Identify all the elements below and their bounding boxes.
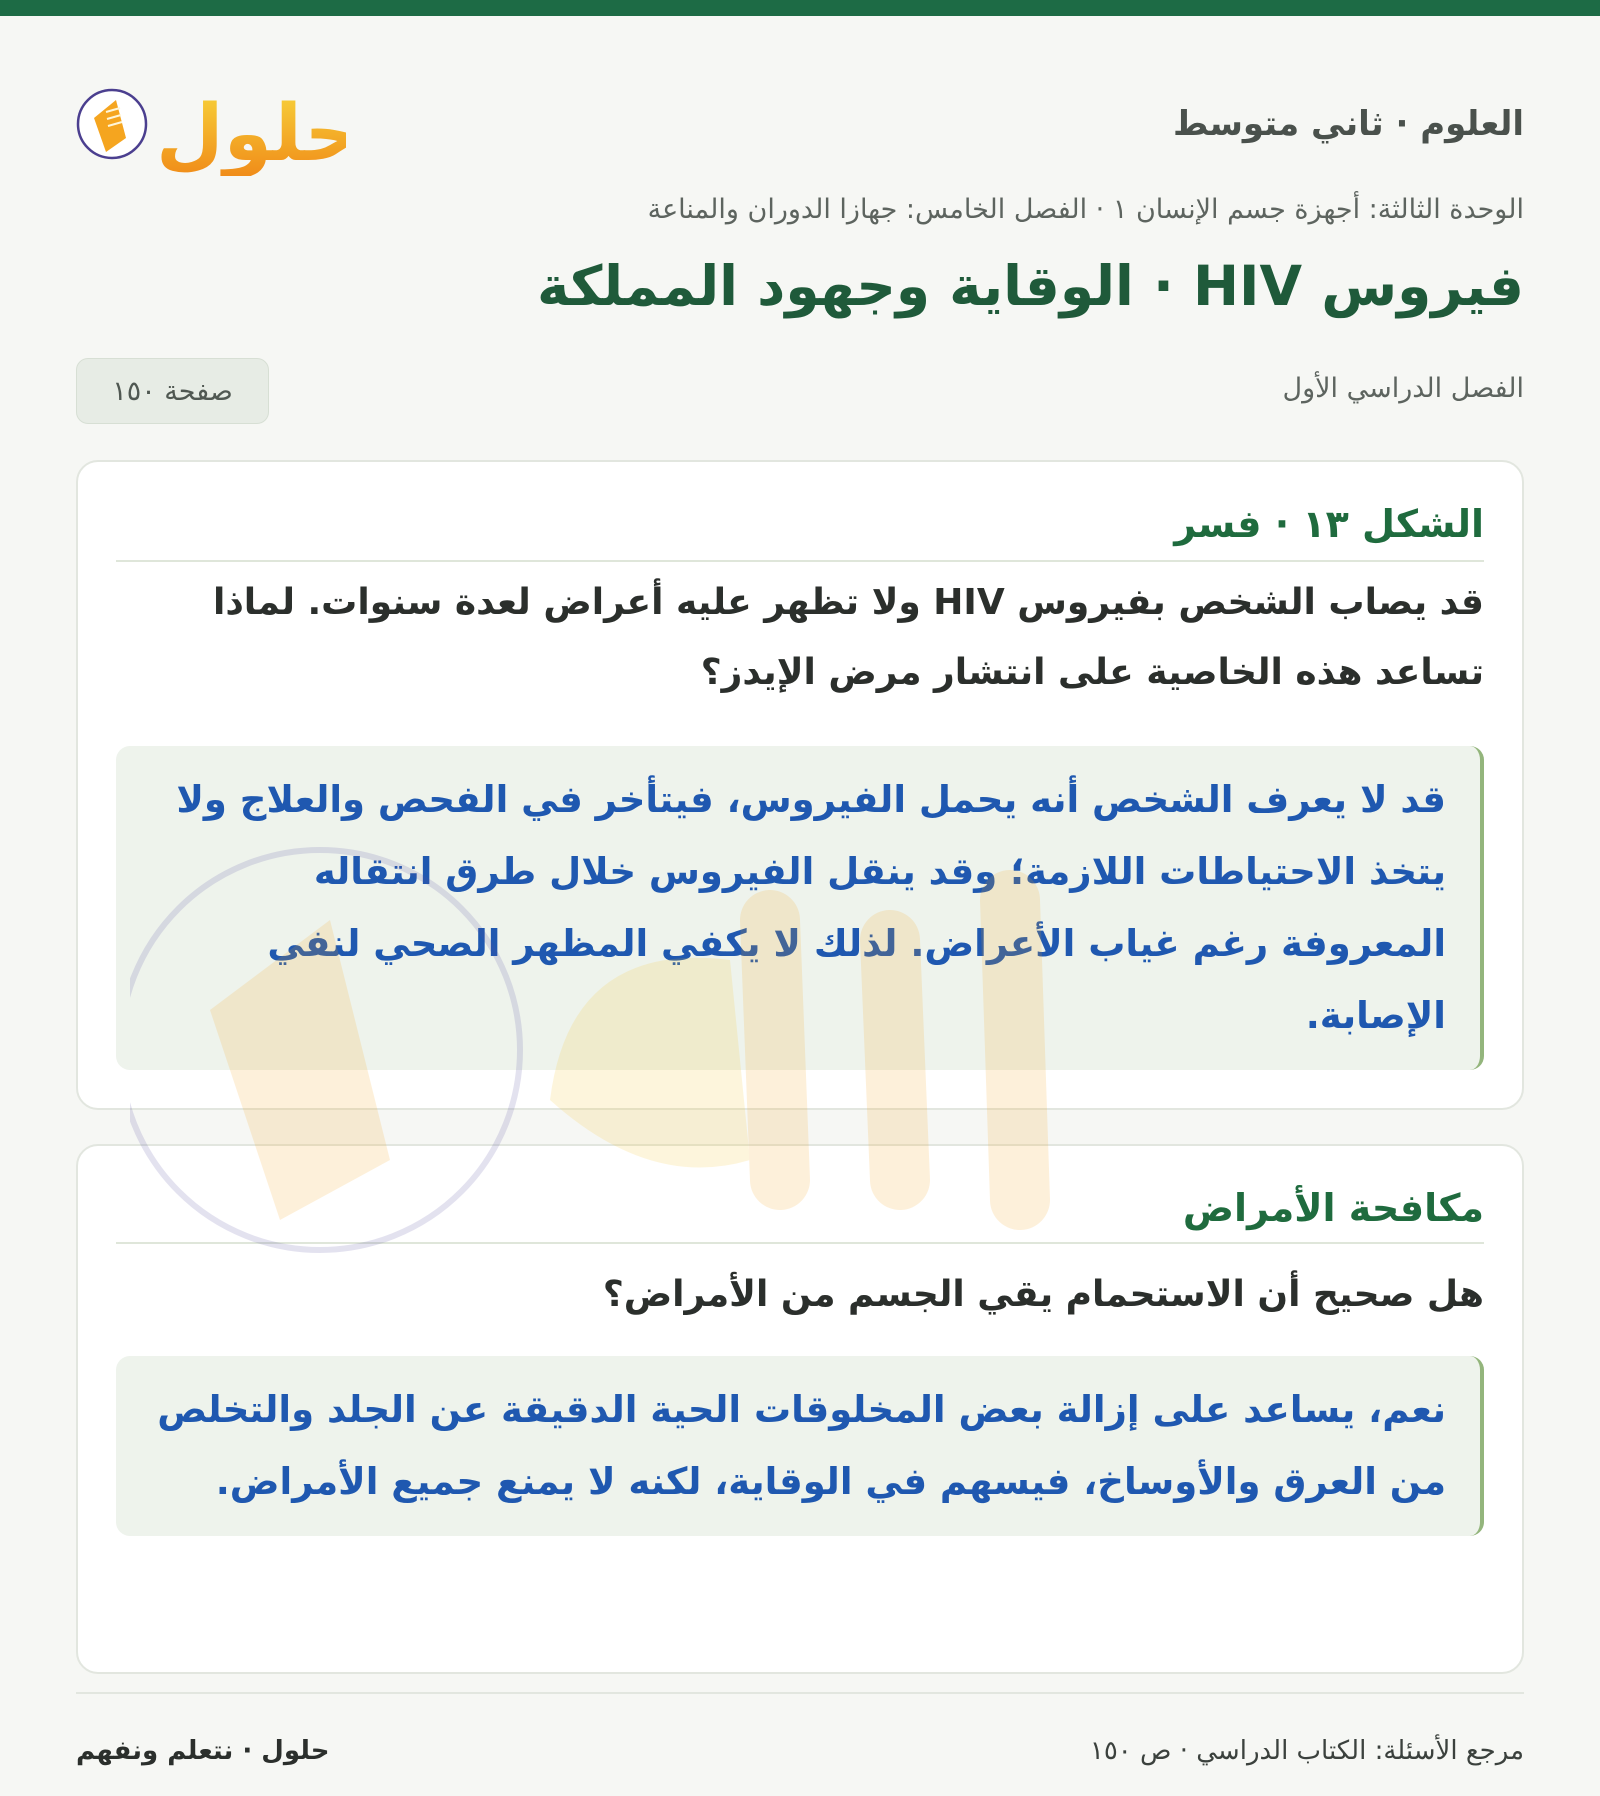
question-card-2 [76, 1144, 1524, 1674]
unit-breadcrumb: الوحدة الثالثة: أجهزة جسم الإنسان ١ · الفصل الخامس: جهازا الدوران والمناعة [647, 194, 1524, 225]
logo[interactable] [76, 66, 346, 176]
question-text: هل صحيح أن الاستحمام يقي الجسم من الأمراض؟ [602, 1274, 1484, 1315]
answer-box: قد لا يعرف الشخص أنه يحمل الفيروس، فيتأخر في الفحص والعلاج ولا يتخذ الاحتياطات اللازمة؛ وقد ينقل الفيروس خلال طرق انتقاله المعروفة رغم غياب الأعراض. لذلك لا يكفي المظهر الصحي لنفي الإصابة. [116, 746, 1484, 1070]
card-title: الشكل ١٣ · فسر [1174, 502, 1484, 546]
top-accent-bar [0, 0, 1600, 16]
footer-brand: حلول · نتعلم ونفهم [76, 1736, 330, 1766]
page-badge: صفحة ١٥٠ [76, 358, 269, 424]
logo-mark [76, 66, 346, 176]
card-divider [116, 1242, 1484, 1244]
card-divider [116, 560, 1484, 562]
answer-box: نعم، يساعد على إزالة بعض المخلوقات الحية الدقيقة عن الجلد والتخلص من العرق والأوساخ، فيسهم في الوقاية، لكنه لا يمنع جميع الأمراض. [116, 1356, 1484, 1536]
header [76, 54, 1524, 176]
footer-reference: مرجع الأسئلة: الكتاب الدراسي · ص ١٥٠ [1089, 1736, 1524, 1766]
subject-title: العلوم · ثاني متوسط [1173, 104, 1524, 144]
term-label: الفصل الدراسي الأول [1282, 373, 1524, 404]
logo-wordmark: حلول [156, 89, 346, 176]
page [76, 16, 1524, 1796]
footer-divider [76, 1692, 1524, 1694]
lesson-title: فيروس HIV · الوقاية وجهود المملكة [536, 254, 1524, 318]
card-title: مكافحة الأمراض [1182, 1186, 1484, 1230]
question-card-1 [76, 460, 1524, 1110]
question-text: قد يصاب الشخص بفيروس HIV ولا تظهر عليه أعراض لعدة سنوات. لماذا تساعد هذه الخاصية على انتشار مرض الإيدز؟ [212, 582, 1484, 693]
